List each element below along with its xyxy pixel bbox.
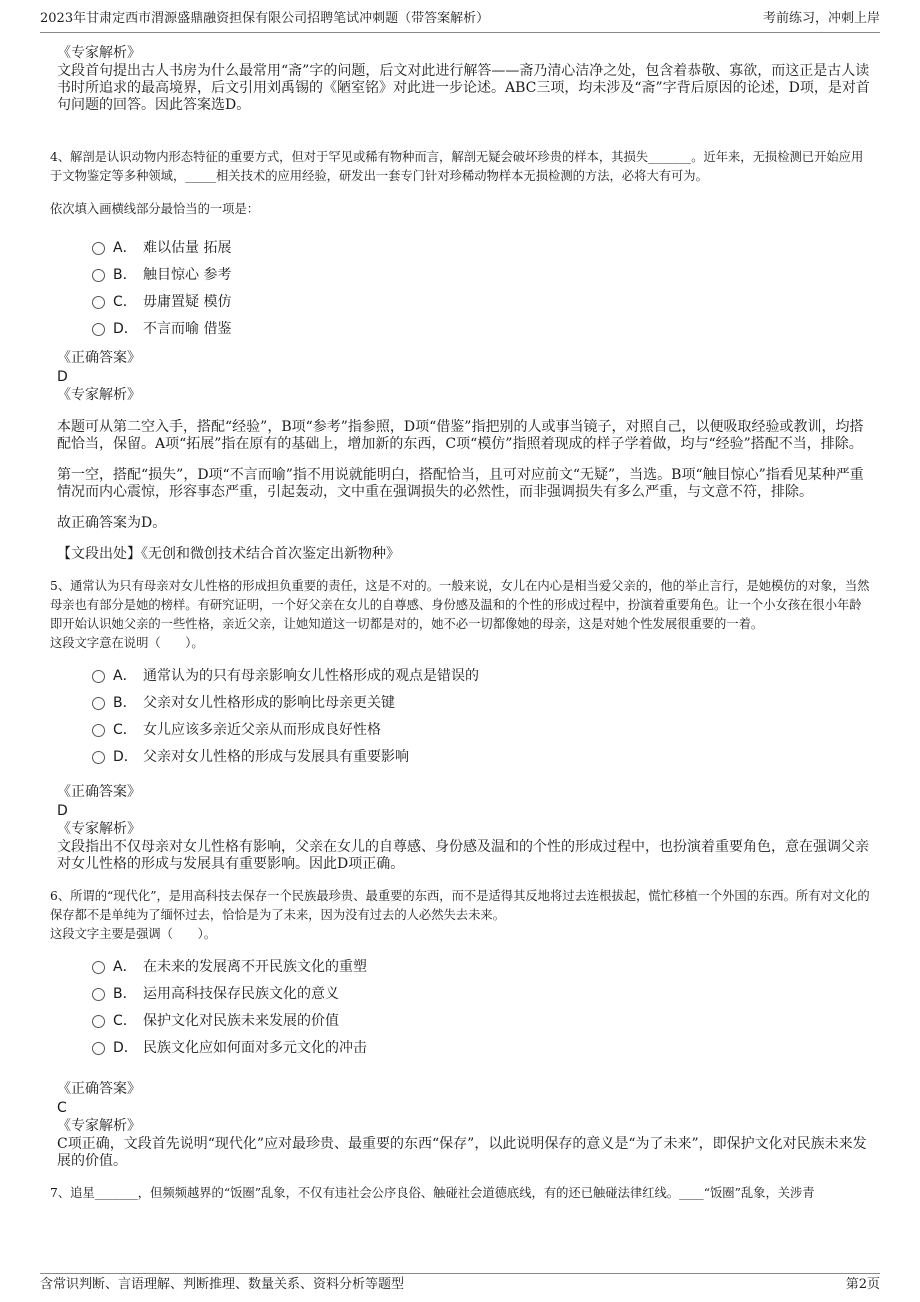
radio-icon[interactable] bbox=[92, 751, 105, 764]
q3-analysis-block bbox=[50, 44, 870, 114]
q3-analysis-text: 文段首句提出古人书房为什么最常用“斋”字的问题，后文对此进行解答——斋乃清心洁净之处，包含着恭敬、寡欲，而这正是古人读书时所追求的最高境界，后文引用刘禹锡的《陋室铭》对此进一步论述。ABC三项，均未涉及“斋”字背后原因的论述，D项，是对首句问题的回答。因此答案选D。 bbox=[57, 63, 870, 113]
page-content bbox=[50, 44, 870, 1204]
q4-option-a[interactable] bbox=[92, 233, 870, 260]
option-text: 女儿应该多亲近父亲从而形成良好性格 bbox=[143, 721, 381, 738]
q4-answer: D bbox=[57, 369, 68, 385]
q5-stem: 5、通常认为只有母亲对女儿性格的形成担负重要的责任，这是不对的。一般来说，女儿在内心是相当爱父亲的，他的举止言行，是她模仿的对象，当然母亲也有部分是她的榜样。有研究证明，一个好父亲在女儿的自尊感、身份感及温和的个性的形成过程中，扮演着重要角色。让一个小女孩在很小年龄即开始认识她父亲的一些性格，亲近父亲，让她知道这一切都是对的，她不必一切都像她的母亲，这是对她个性发展很重要的一着。 bbox=[50, 579, 870, 631]
q5-prompt: 这段文字意在说明（ ）。 bbox=[50, 636, 204, 650]
option-text: 通常认为的只有母亲影响女儿性格形成的观点是错误的 bbox=[143, 667, 479, 684]
expert-analysis-label: 《专家解析》 bbox=[57, 1118, 141, 1134]
q6-stem: 6、所谓的“现代化”，是用高科技去保存一个民族最珍贵、最重要的东西，而不是适得其反地将过去连根拔起，慌忙移植一个外国的东西。所有对文化的保存都不是单纯为了缅怀过去，恰恰是为了未来，因为没有过去的人必然失去未来。 bbox=[50, 889, 870, 922]
page-footer bbox=[40, 1273, 880, 1296]
q4-analysis-1: 本题可从第二空入手，搭配“经验”，B项“参考”指参照，D项“借鉴”指把别的人或事当镜子，对照自己，以便吸取经验或教训，均搭配恰当，保留。A项“拓展”指在原有的基础上，增加新的东西，C项“模仿”指照着现成的样子学着做，均与“经验”搭配不当，排除。 bbox=[57, 419, 864, 452]
option-text: 在未来的发展离不开民族文化的重塑 bbox=[143, 958, 367, 975]
radio-icon[interactable] bbox=[92, 1042, 105, 1055]
q5-option-a[interactable] bbox=[92, 661, 870, 688]
question-5 bbox=[50, 577, 870, 873]
q4-prompt: 依次填入画横线部分最恰当的一项是： bbox=[50, 202, 260, 216]
option-letter: D． bbox=[113, 320, 138, 337]
option-letter: B． bbox=[113, 985, 137, 1002]
option-letter: B． bbox=[113, 266, 137, 283]
q4-source: 【文段出处】《无创和微创技术结合首次鉴定出新物种》 bbox=[57, 546, 400, 562]
radio-icon[interactable] bbox=[92, 670, 105, 683]
q4-stem: 4、解剖是认识动物内形态特征的重要方式，但对于罕见或稀有物种而言，解剖无疑会破坏珍贵的样本，其损失_______。近年来，无损检测已开始应用于文物鉴定等多种领域，_____相关技术的应用经验，研发出一套专门针对珍稀动物样本无损检测的方法，必将大有可为。 bbox=[50, 150, 864, 183]
q6-analysis: C项正确，文段首先说明“现代化”应对最珍贵、最重要的东西“保存”，以此说明保存的意义是“为了未来”，即保护文化对民族未来发展的价值。 bbox=[57, 1136, 867, 1169]
option-text: 难以估量 拓展 bbox=[143, 239, 232, 256]
q4-option-d[interactable] bbox=[92, 314, 870, 341]
question-4 bbox=[50, 148, 870, 563]
q4-option-c[interactable] bbox=[92, 287, 870, 314]
q5-answer: D bbox=[57, 803, 68, 819]
option-letter: B． bbox=[113, 694, 137, 711]
document-title: 2023年甘肃定西市渭源盛鼎融资担保有限公司招聘笔试冲刺题（带答案解析） bbox=[40, 11, 490, 26]
header-slogan: 考前练习，冲刺上岸 bbox=[762, 11, 880, 26]
option-letter: C． bbox=[113, 1012, 137, 1029]
option-text: 毋庸置疑 模仿 bbox=[143, 293, 232, 310]
q6-option-d[interactable] bbox=[92, 1033, 870, 1060]
q5-option-c[interactable] bbox=[92, 715, 870, 742]
q6-option-b[interactable] bbox=[92, 979, 870, 1006]
option-text: 不言而喻 借鉴 bbox=[143, 320, 232, 337]
page-header bbox=[40, 6, 880, 33]
q4-analysis-3: 故正确答案为D。 bbox=[57, 515, 167, 531]
radio-icon[interactable] bbox=[92, 697, 105, 710]
q6-option-c[interactable] bbox=[92, 1006, 870, 1033]
expert-analysis-label: 《专家解析》 bbox=[57, 45, 141, 61]
q5-options bbox=[50, 661, 870, 769]
expert-analysis-label: 《专家解析》 bbox=[57, 821, 141, 837]
q7-stem: 7、追星_______，但频频越界的“饭圈”乱象，不仅有违社会公序良俗、触碰社会道德底线，有的还已触碰法律红线。____“饭圈”乱象，关涉青 bbox=[50, 1186, 815, 1200]
option-letter: A． bbox=[113, 958, 137, 975]
option-text: 民族文化应如何面对多元文化的冲击 bbox=[143, 1039, 367, 1056]
option-letter: D． bbox=[113, 748, 138, 765]
option-letter: C． bbox=[113, 293, 137, 310]
q4-options bbox=[50, 233, 870, 341]
radio-icon[interactable] bbox=[92, 242, 105, 255]
option-text: 保护文化对民族未来发展的价值 bbox=[143, 1012, 339, 1029]
question-6 bbox=[50, 887, 870, 1170]
page-number: 第2页 bbox=[845, 1277, 880, 1292]
radio-icon[interactable] bbox=[92, 961, 105, 974]
q5-option-b[interactable] bbox=[92, 688, 870, 715]
radio-icon[interactable] bbox=[92, 988, 105, 1001]
q6-prompt: 这段文字主要是强调（ ）。 bbox=[50, 927, 217, 941]
option-text: 运用高科技保存民族文化的意义 bbox=[143, 985, 339, 1002]
correct-answer-label: 《正确答案》 bbox=[57, 784, 141, 800]
correct-answer-label: 《正确答案》 bbox=[57, 350, 141, 366]
radio-icon[interactable] bbox=[92, 724, 105, 737]
option-text: 父亲对女儿性格的形成与发展具有重要影响 bbox=[143, 748, 409, 765]
option-letter: A． bbox=[113, 667, 137, 684]
q5-option-d[interactable] bbox=[92, 742, 870, 769]
q6-options bbox=[50, 952, 870, 1060]
question-7 bbox=[50, 1184, 870, 1204]
radio-icon[interactable] bbox=[92, 269, 105, 282]
q6-option-a[interactable] bbox=[92, 952, 870, 979]
q6-answer: C bbox=[57, 1100, 67, 1116]
option-letter: D． bbox=[113, 1039, 138, 1056]
q5-analysis: 文段指出不仅母亲对女儿性格有影响，父亲在女儿的自尊感、身份感及温和的个性的形成过程中，也扮演着重要角色，意在强调父亲对女儿性格的形成与发展具有重要影响。因此D项正确。 bbox=[57, 839, 869, 872]
option-text: 触目惊心 参考 bbox=[143, 266, 232, 283]
radio-icon[interactable] bbox=[92, 323, 105, 336]
q4-analysis-2: 第一空，搭配“损失”，D项“不言而喻”指不用说就能明白，搭配恰当，且可对应前文“无疑”，当选。B项“触目惊心”指看见某种严重情况而内心震惊，形容事态严重，引起轰动，文中重在强调损失的必然性，而非强调损失有多么严重，与文意不符，排除。 bbox=[57, 467, 864, 500]
correct-answer-label: 《正确答案》 bbox=[57, 1081, 141, 1097]
option-letter: C． bbox=[113, 721, 137, 738]
expert-analysis-label: 《专家解析》 bbox=[57, 387, 141, 403]
q4-option-b[interactable] bbox=[92, 260, 870, 287]
option-letter: A． bbox=[113, 239, 137, 256]
radio-icon[interactable] bbox=[92, 1015, 105, 1028]
footer-note: 含常识判断、言语理解、判断推理、数量关系、资料分析等题型 bbox=[40, 1277, 405, 1292]
option-text: 父亲对女儿性格形成的影响比母亲更关键 bbox=[143, 694, 395, 711]
radio-icon[interactable] bbox=[92, 296, 105, 309]
